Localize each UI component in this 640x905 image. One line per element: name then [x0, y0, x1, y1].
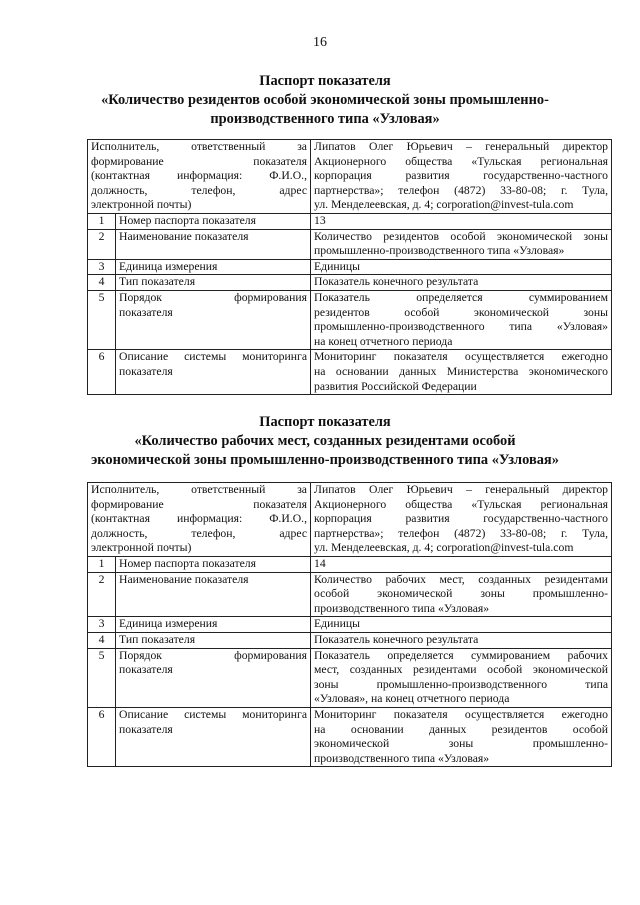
row-label: [116, 648, 311, 707]
executor-label-line: [91, 512, 307, 527]
table-row: [88, 259, 612, 275]
executor-label: [88, 140, 311, 214]
row-value-line: экономической зоны промышленно-: [314, 737, 609, 751]
table-row: [88, 617, 612, 633]
passport-title-line: производственного типа «Узловая»: [210, 111, 440, 127]
passport-title-line: Паспорт показателя: [259, 414, 391, 430]
table-row: [88, 275, 612, 291]
table-row: [88, 572, 612, 617]
row-value-line: производственного типа «Узловая»: [314, 601, 490, 615]
row-value-line: Показатель конечного результата: [314, 632, 479, 646]
row-value-line: Показатель конечного результата: [314, 275, 479, 289]
row-label-line: Единица измерения: [119, 259, 218, 273]
table-row: [88, 707, 612, 766]
row-label-line: Описание системы мониторинга: [119, 350, 308, 364]
page-number: 16: [313, 35, 327, 50]
row-label: [116, 290, 311, 349]
row-label: [116, 259, 311, 275]
row-value-line: Количество рабочих мест, созданных резидентами: [314, 572, 609, 586]
row-label: [116, 229, 311, 259]
executor-label-line: [91, 541, 307, 556]
row-value: [311, 350, 612, 395]
table-row: [88, 648, 612, 707]
executor-value-line: корпорация развития государственно-частного: [314, 512, 609, 526]
executor-label-line-word: за: [297, 140, 307, 153]
row-value-line: Показатель определяется суммированием рабочих: [314, 648, 609, 662]
row-value-line: промышленно-производственного типа «Узловая»: [314, 320, 609, 334]
table-row: [88, 556, 612, 572]
row-label-line: Наименование показателя: [119, 572, 249, 586]
table-row: [88, 632, 612, 648]
executor-label-line-word: показателя: [253, 154, 308, 168]
row-label: [116, 350, 311, 395]
row-value-line: промышленно-производственного типа «Узловая»: [314, 244, 565, 258]
row-label: [116, 617, 311, 633]
row-label-line: Тип показателя: [119, 275, 196, 289]
row-number: 2: [88, 229, 116, 259]
row-number: 5: [88, 648, 116, 707]
executor-value-line: ул. Менделеевская, д. 4; corporation@invest-tula.com: [314, 541, 574, 555]
row-label-line: Наименование показателя: [119, 229, 249, 243]
executor-label-line-word: электронной почты): [91, 198, 192, 212]
row-label-line: Номер паспорта показателя: [119, 556, 256, 570]
executor-label-line-word: формирование: [91, 154, 164, 168]
row-number: 1: [88, 556, 116, 572]
executor-label-line-word: адрес: [279, 526, 308, 540]
executor-label-line-word: адрес: [279, 183, 308, 197]
passport-title-line: экономической зоны промышленно-производственного типа «Узловая»: [91, 452, 559, 468]
row-number: 4: [88, 632, 116, 648]
row-number: 3: [88, 617, 116, 633]
executor-label-line-word: (контактная: [91, 512, 150, 526]
row-label-line: Номер паспорта показателя: [119, 213, 256, 227]
table-row: [88, 229, 612, 259]
executor-label-line: [91, 527, 307, 542]
row-value: [311, 290, 612, 349]
row-value: [311, 648, 612, 707]
passport-title-line: «Количество резидентов особой экономической зоны промышленно-: [101, 92, 549, 108]
row-value-line: «Узловая», на конец отчетного периода: [314, 692, 510, 706]
row-label: [116, 632, 311, 648]
row-value: [311, 556, 612, 572]
row-label-line: Тип показателя: [119, 632, 196, 646]
executor-value-line: Липатов Олег Юрьевич – генеральный директор: [314, 140, 609, 153]
executor-label: [88, 483, 311, 557]
executor-label-line-word: должность,: [91, 526, 148, 540]
executor-value-line: партнерства»; телефон (4872) 33-80-08; г. Тула,: [314, 526, 609, 540]
executor-value-line: партнерства»; телефон (4872) 33-80-08; г. Тула,: [314, 183, 609, 197]
executor-label-line-word: телефон,: [191, 526, 236, 540]
executor-label-line: [91, 198, 307, 213]
row-value-line: Показатель определяется суммированием: [314, 290, 609, 304]
row-value: [311, 259, 612, 275]
row-label: [116, 213, 311, 229]
row-value-line: 13: [314, 213, 326, 227]
row-number: 5: [88, 290, 116, 349]
executor-label-line: [91, 169, 307, 184]
executor-label-line: [91, 483, 307, 498]
row-number: 6: [88, 707, 116, 766]
executor-value-line: ул. Менделеевская, д. 4; corporation@invest-tula.com: [314, 198, 574, 212]
row-label-line: показателя: [119, 305, 173, 319]
row-value-line: производственного типа «Узловая»: [314, 751, 490, 765]
row-value: [311, 572, 612, 617]
row-value-line: Единицы: [314, 617, 360, 631]
row-label: [116, 707, 311, 766]
row-label: [116, 556, 311, 572]
row-number: 3: [88, 259, 116, 275]
row-value: [311, 707, 612, 766]
row-value-line: Мониторинг показателя осуществляется ежегодно: [314, 707, 609, 721]
executor-label-line: [91, 498, 307, 513]
executor-value: [311, 140, 612, 214]
row-value: [311, 275, 612, 291]
row-label-line: Единица измерения: [119, 617, 218, 631]
row-number: 1: [88, 213, 116, 229]
row-value-line: мест, созданных резидентами особой экономической: [314, 663, 609, 677]
executor-label-line-word: показателя: [253, 497, 308, 511]
passport-title-line: «Количество рабочих мест, созданных резидентами особой: [134, 433, 516, 449]
row-value: [311, 213, 612, 229]
row-value: [311, 229, 612, 259]
row-value-line: резидентов особой экономической зоны: [314, 305, 609, 319]
row-label-line: Порядок формирования: [119, 290, 308, 304]
row-value-line: Мониторинг показателя осуществляется ежегодно: [314, 350, 609, 364]
passport-table-1: [87, 139, 612, 395]
executor-label-line-word: (контактная: [91, 169, 150, 183]
row-value-line: Единицы: [314, 259, 360, 273]
row-number: 4: [88, 275, 116, 291]
row-value-line: особой экономической зоны промышленно-: [314, 587, 609, 601]
executor-label-line-word: информация:: [176, 512, 243, 526]
executor-label-line-word: формирование: [91, 497, 164, 511]
row-label: [116, 572, 311, 617]
executor-value-line: Акционерного общества «Тульская региональная: [314, 497, 609, 511]
executor-value: [311, 483, 612, 557]
table-row: [88, 290, 612, 349]
executor-value-line: корпорация развития государственно-частного: [314, 169, 609, 183]
executor-label-line-word: информация:: [176, 169, 243, 183]
passport-title-line: Паспорт показателя: [259, 73, 391, 89]
executor-label-line-word: ответственный: [191, 140, 266, 153]
executor-label-line-word: за: [297, 483, 307, 496]
executor-label-line-word: Ф.И.О.,: [269, 512, 308, 526]
row-value-line: на конец отчетного периода: [314, 334, 453, 348]
row-label-line: Порядок формирования: [119, 648, 308, 662]
row-value-line: на основании данных резидентов особой: [314, 722, 609, 736]
passport-title-1: [60, 72, 590, 129]
executor-label-line-word: Исполнитель,: [91, 140, 160, 153]
executor-label-line-word: должность,: [91, 183, 148, 197]
row-value: [311, 632, 612, 648]
passport-title-2: [60, 413, 590, 470]
row-value-line: на основании данных Министерства экономического: [314, 364, 609, 378]
executor-label-line: [91, 140, 307, 155]
passport-table-2: [87, 482, 612, 767]
executor-row: [88, 483, 612, 557]
executor-value-line: Липатов Олег Юрьевич – генеральный директор: [314, 483, 609, 496]
row-number: 6: [88, 350, 116, 395]
row-number: 2: [88, 572, 116, 617]
row-label-line: показателя: [119, 364, 173, 378]
executor-label-line-word: электронной почты): [91, 541, 192, 555]
executor-value-line: Акционерного общества «Тульская региональная: [314, 154, 609, 168]
row-label: [116, 275, 311, 291]
row-value-line: Количество резидентов особой экономической зоны: [314, 229, 609, 243]
row-value-line: зоны промышленно-производственного типа: [314, 677, 609, 691]
executor-label-line-word: Ф.И.О.,: [269, 169, 308, 183]
table-row: [88, 350, 612, 395]
executor-row: [88, 140, 612, 214]
table-row: [88, 213, 612, 229]
row-value-line: развития Российской Федерации: [314, 379, 477, 393]
executor-label-line-word: Исполнитель,: [91, 483, 160, 496]
row-value: [311, 617, 612, 633]
row-label-line: показателя: [119, 663, 173, 677]
executor-label-line-word: ответственный: [191, 483, 266, 496]
executor-label-line-word: телефон,: [191, 183, 236, 197]
executor-label-line: [91, 155, 307, 170]
row-label-line: показателя: [119, 722, 173, 736]
executor-label-line: [91, 184, 307, 199]
row-label-line: Описание системы мониторинга: [119, 707, 308, 721]
row-value-line: 14: [314, 556, 326, 570]
